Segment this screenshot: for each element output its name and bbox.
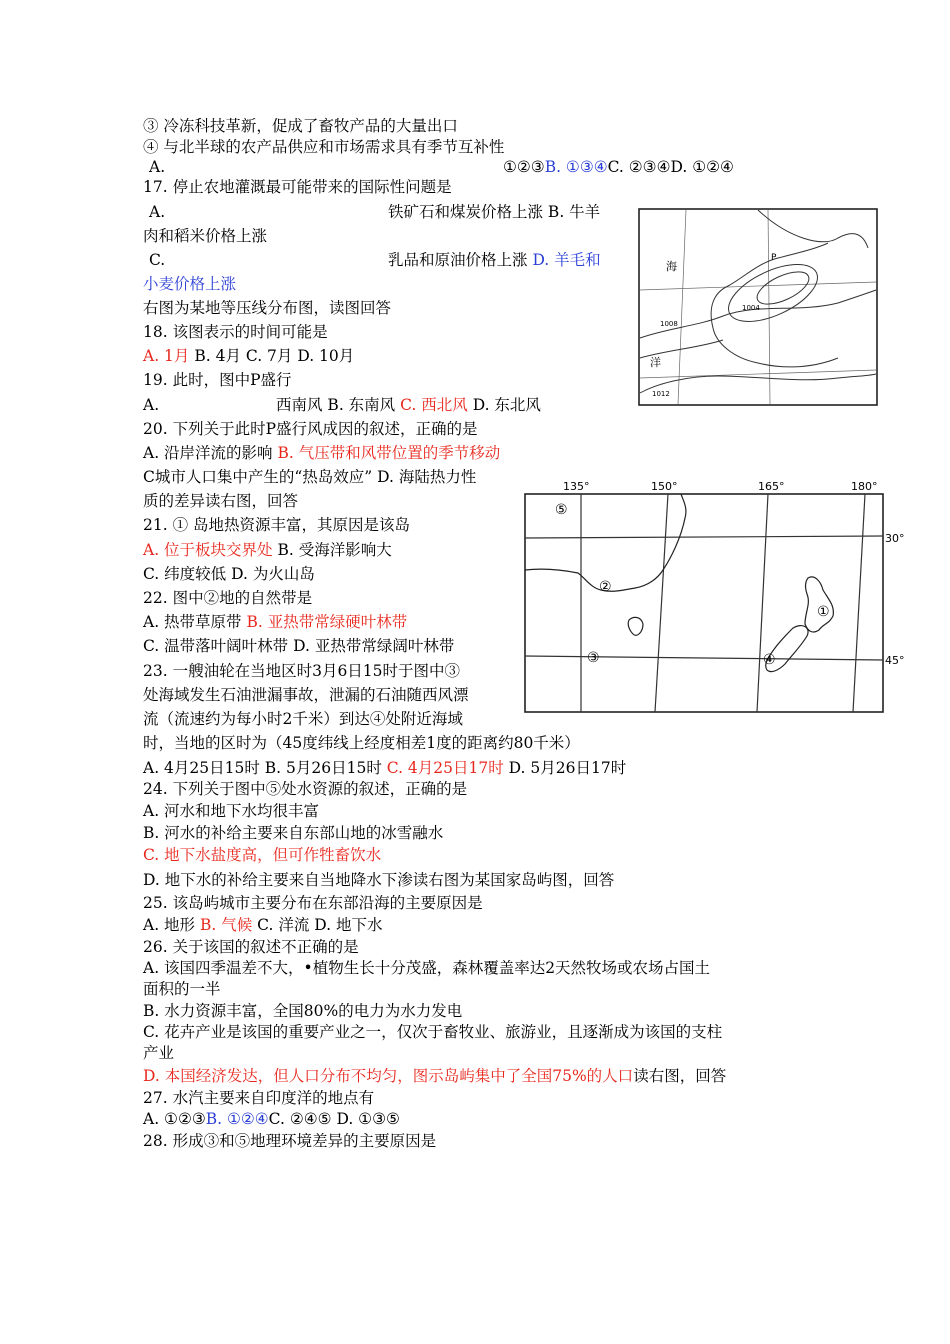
question-19: 19. 此时，图中P盛行	[143, 371, 292, 389]
lon-label: 165°	[758, 480, 785, 493]
choice-text	[503, 157, 734, 177]
question-18: 18. 该图表示的时间可能是	[143, 323, 328, 341]
question-23-cont: 时，当地的区时为（45度纬线上经度相差1度的距离约80千米）	[143, 734, 580, 752]
isobar-label: 1012	[652, 390, 670, 398]
answer-choices	[143, 202, 601, 222]
lat-label: 30°	[885, 532, 905, 545]
choice-b: B. 河水的补给主要来自东部山地的冰雪融水	[143, 824, 444, 842]
choice-a-answer: A. 1月	[143, 347, 190, 365]
lon-label: 135°	[563, 480, 590, 493]
choice-text: 铁矿石和煤炭价格上涨 B. 牛羊	[388, 203, 601, 221]
choice-rest: B. 4月 C. 7月 D. 10月	[189, 347, 355, 365]
label-ocean: 洋	[650, 356, 661, 369]
choice-c-cont: 产业	[143, 1044, 175, 1062]
question-25: 25. 该岛屿城市主要分布在东部沿海的主要原因是	[143, 894, 483, 912]
choice-label: A.	[149, 203, 166, 221]
choice-d: D. 东北风	[467, 396, 541, 414]
choice-d-answer: D. 羊毛和	[532, 251, 601, 269]
option-line: ③ 冷冻科技革新，促成了畜牧产品的大量出口	[143, 117, 458, 135]
label-sea: 海	[666, 260, 677, 273]
choice-cd: C. ②③④D. ①②④	[607, 158, 734, 176]
question-24: 24. 下列关于图中⑤处水资源的叙述，正确的是	[143, 780, 468, 798]
answer-choices	[143, 1109, 400, 1129]
question-23-cont: 流（流速约为每小时2千米）到达④处附近海域	[143, 710, 463, 728]
choice-d-answer: D. 本国经济发达，但人口分布不均匀，图示岛屿集中了全国75%的人口	[143, 1067, 634, 1085]
choice-label: C.	[149, 251, 166, 269]
question-28: 28. 形成③和⑤地理环境差异的主要原因是	[143, 1132, 437, 1150]
choice-b: B. 水力资源丰富，全国80%的电力为水力发电	[143, 1002, 463, 1020]
answer-choices	[143, 250, 601, 270]
choice-a-answer: A. 位于板块交界处	[143, 541, 273, 559]
answer-choices	[143, 443, 500, 463]
answer-choices: C. 温带落叶阔叶林带 D. 亚热带常绿阔叶林带	[143, 637, 455, 655]
answer-choices: C城市人口集中产生的“热岛效应” D. 海陆热力性	[143, 468, 477, 486]
answer-choices	[143, 915, 382, 935]
point-1: ①	[817, 604, 830, 620]
question-21: 21. ① 岛地热资源丰富，其原因是该岛	[143, 516, 411, 534]
question-27: 27. 水汽主要来自印度洋的地点有	[143, 1089, 375, 1107]
choice-c-answer: C. 地下水盐度高，但可作牲畜饮水	[143, 846, 382, 864]
instruction: 右图为某地等压线分布图，读图回答	[143, 299, 392, 317]
question-17: 17. 停止农地灌溉最可能带来的国际性问题是	[143, 178, 452, 196]
choice-cd: C. 洋流 D. 地下水	[252, 916, 383, 934]
choice-a: A. 地形	[143, 916, 200, 934]
isobar-label: 1008	[660, 320, 678, 328]
point-4: ④	[763, 652, 776, 668]
point-5: ⑤	[555, 502, 568, 518]
lon-label: 180°	[851, 480, 878, 493]
answer-choices	[143, 346, 354, 366]
choice-continuation: 质的差异读右图，回答	[143, 492, 299, 510]
choice-label: A.	[143, 396, 160, 414]
choice-b-answer: B. 亚热带常绿硬叶林带	[246, 613, 408, 631]
choice-b-answer: B. ①②④	[205, 1110, 269, 1128]
choice-continuation-answer: 小麦价格上涨	[143, 275, 237, 293]
instruction: 读右图，回答	[633, 1067, 727, 1085]
label-p: P	[771, 253, 777, 263]
answer-choices	[143, 540, 392, 560]
choice-b-answer: B. 气候	[199, 916, 253, 934]
point-3: ③	[587, 650, 600, 666]
choice-a: A. 沿岸洋流的影响	[143, 444, 278, 462]
question-26: 26. 关于该国的叙述不正确的是	[143, 938, 359, 956]
isobar-map	[638, 208, 878, 406]
option-line: ④ 与北半球的农产品供应和市场需求具有季节互补性	[143, 138, 505, 156]
answer-choices	[143, 395, 541, 415]
choice-ab: A. 4月25日15时 B. 5月26日15时	[143, 759, 387, 777]
answer-choices	[143, 612, 407, 632]
point-2: ②	[599, 579, 612, 595]
answer-choices: C. 纬度较低 D. 为火山岛	[143, 565, 315, 583]
choice-a: A. 河水和地下水均很丰富	[143, 802, 320, 820]
choice-c: 乳品和原油价格上涨	[388, 251, 533, 269]
choice-c-answer: C. 4月25日17时	[386, 759, 504, 777]
choice-continuation: 肉和稻米价格上涨	[143, 227, 268, 245]
choice-a: A. 热带草原带	[143, 613, 247, 631]
choice-ab: 西南风 B. 东南风	[276, 396, 401, 414]
choice-b: B. 受海洋影响大	[272, 541, 392, 559]
choice-cd: C. ②④⑤ D. ①③⑤	[268, 1110, 400, 1128]
choice-b-answer: B. 气压带和风带位置的季节移动	[277, 444, 501, 462]
choice-b-answer: B. ①③④	[544, 158, 608, 176]
answer-choices	[143, 758, 626, 778]
lat-label: 45°	[885, 654, 905, 667]
choice-text	[388, 250, 601, 270]
choice-d	[143, 1066, 726, 1086]
choice-c-answer: C. 西北风	[400, 396, 468, 414]
choice-a: ①②③	[503, 158, 545, 176]
choice-a: A. 该国四季温差不大，•植物生长十分茂盛，森林覆盖率达2天然牧场或农场占国土	[143, 959, 711, 977]
question-23: 23. 一艘油轮在当地区时3月6日15时于图中③	[143, 662, 461, 680]
choice-text	[276, 395, 541, 415]
answer-choices	[143, 157, 734, 177]
choice-a: A. ①②③	[143, 1110, 206, 1128]
choice-label: A.	[149, 158, 166, 176]
choice-a-cont: 面积的一半	[143, 980, 221, 998]
choice-d: D. 5月26日17时	[503, 759, 627, 777]
region-map	[523, 478, 915, 730]
question-20: 20. 下列关于此时P盛行风成因的叙述，正确的是	[143, 420, 478, 438]
choice-d: D. 地下水的补给主要来自当地降水下渗读右图为某国家岛屿图，回答	[143, 871, 615, 889]
question-23-cont: 处海域发生石油泄漏事故，泄漏的石油随西风漂	[143, 686, 469, 704]
choice-c: C. 花卉产业是该国的重要产业之一，仅次于畜牧业、旅游业，且逐渐成为该国的支柱	[143, 1023, 723, 1041]
question-22: 22. 图中②地的自然带是	[143, 589, 313, 607]
isobar-label: 1004	[742, 304, 760, 312]
lon-label: 150°	[651, 480, 678, 493]
